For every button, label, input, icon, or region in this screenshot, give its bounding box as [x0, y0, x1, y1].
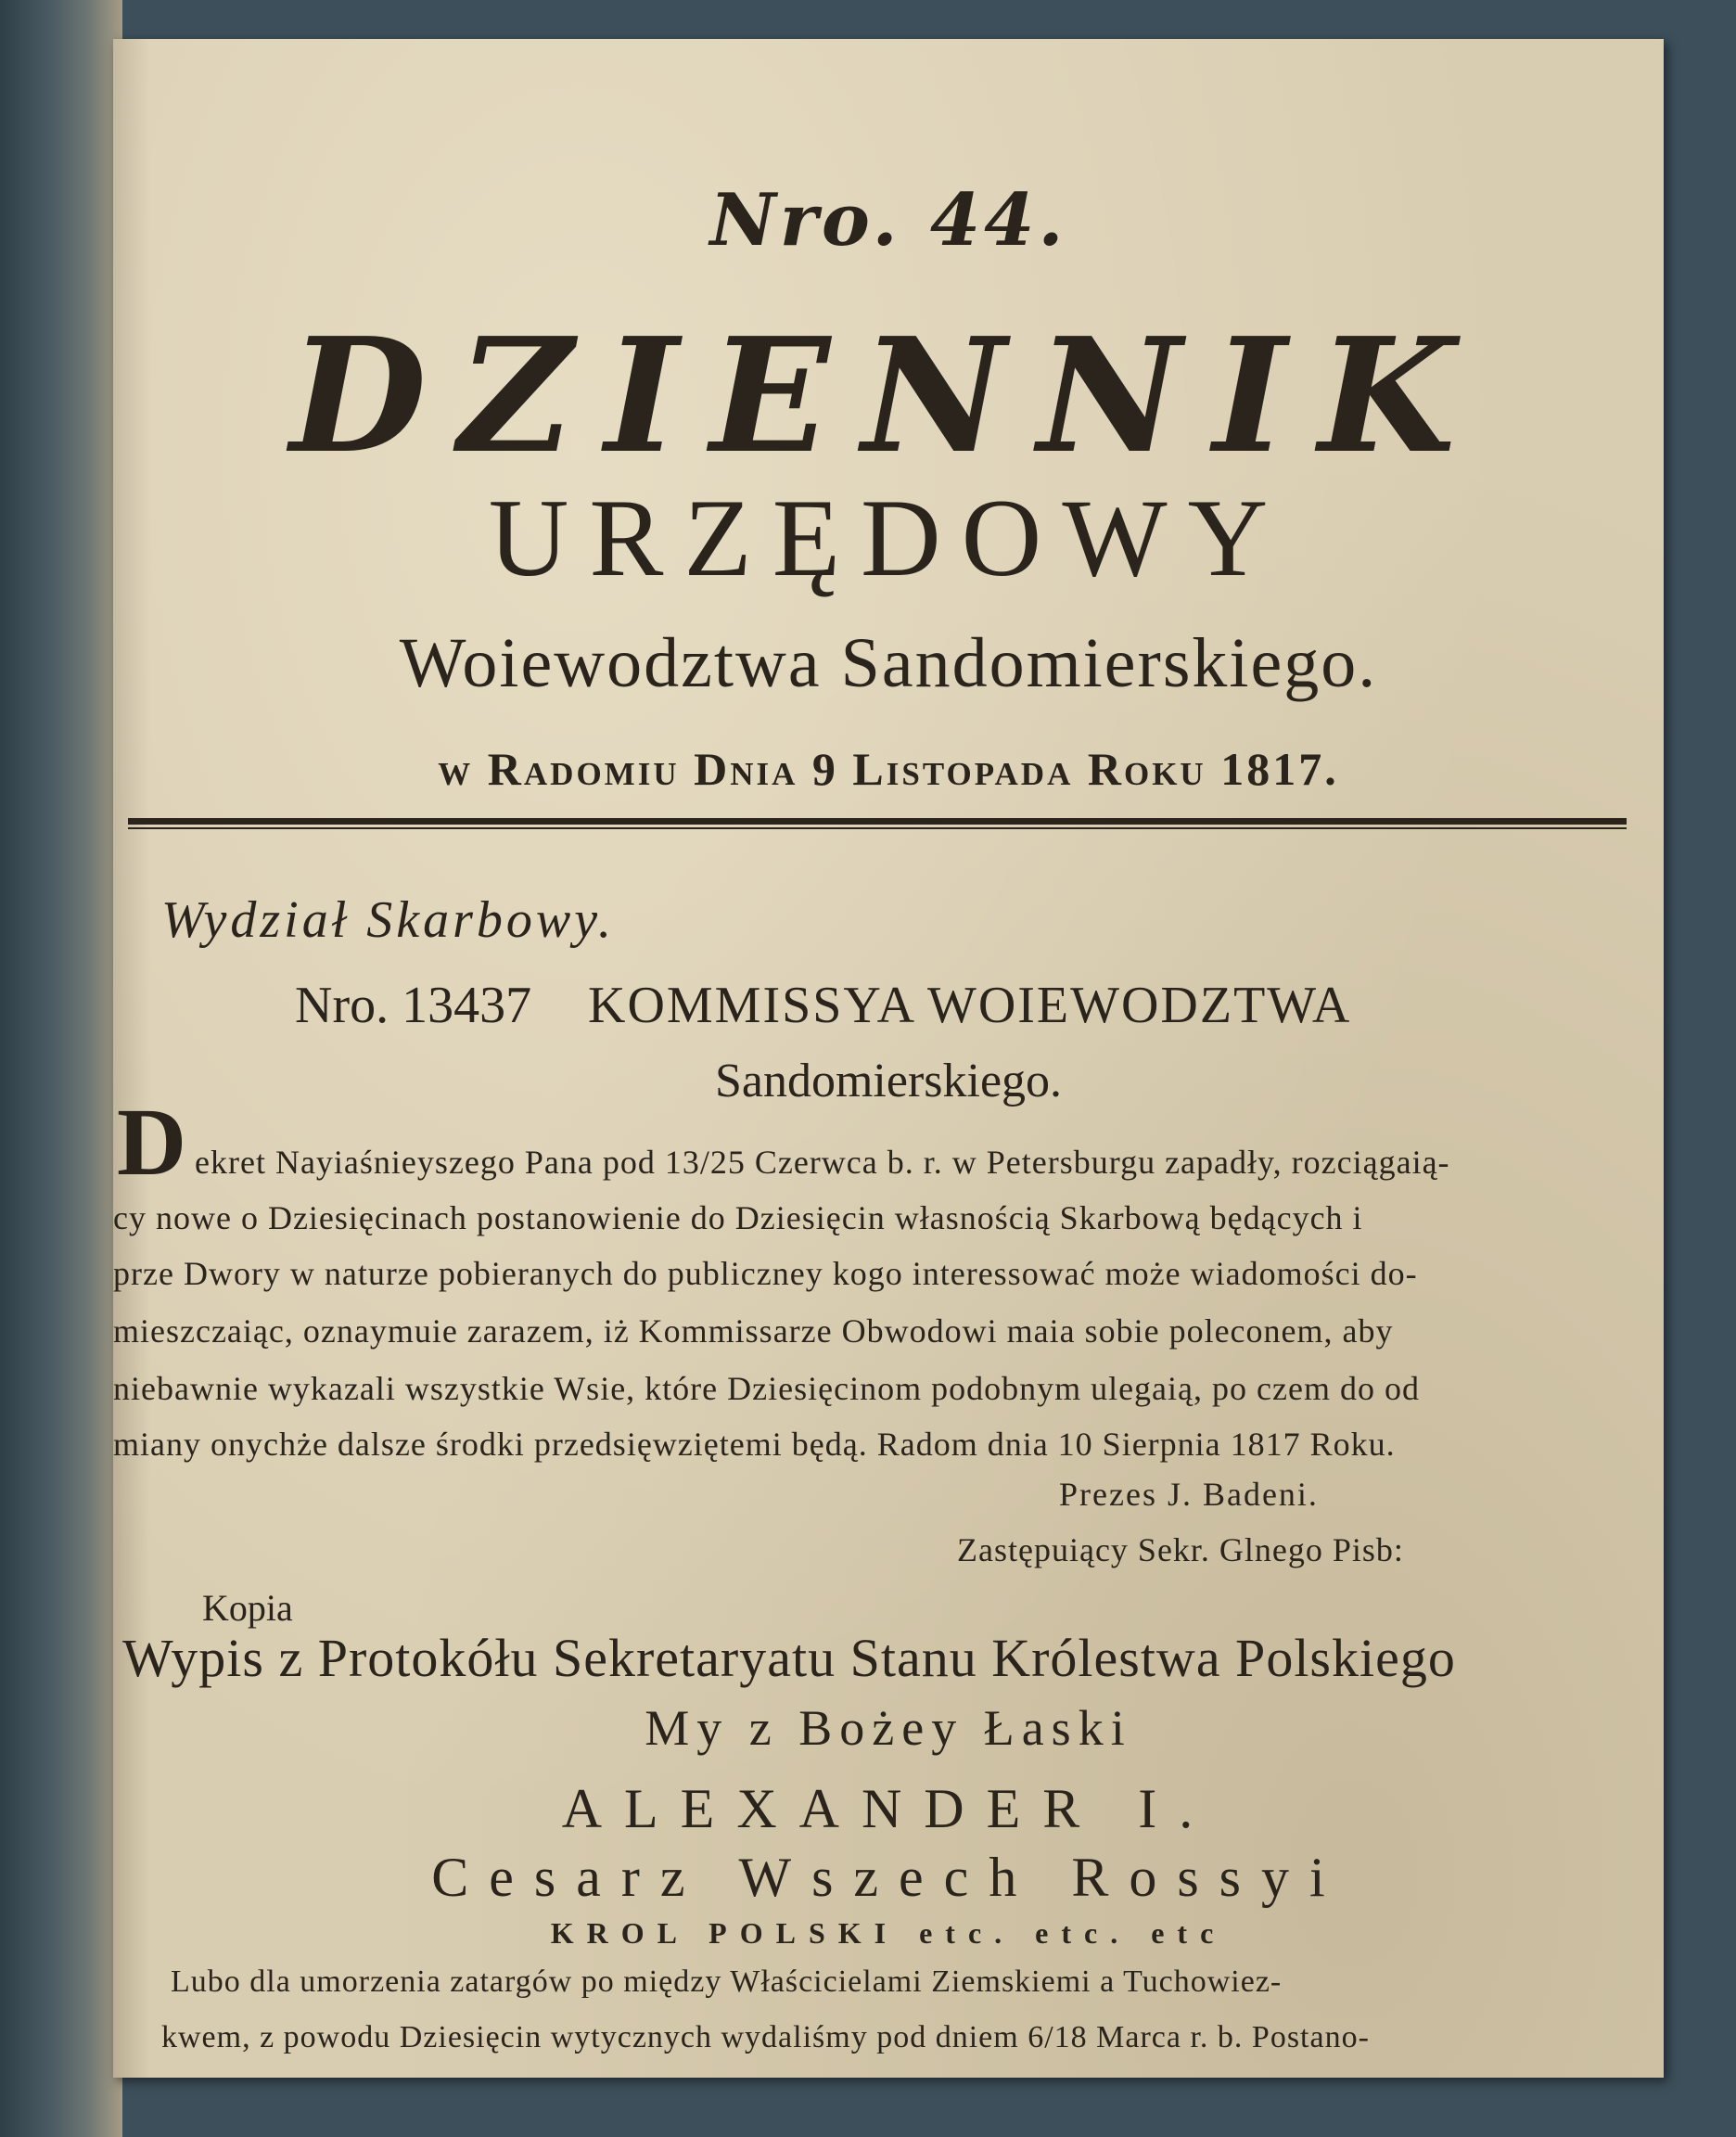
issue-number: Nro. 44. — [709, 178, 1067, 262]
section-heading: Wydział Skarbowy. — [161, 891, 616, 949]
decree-text-line: ekret Nayiaśnieyszego Pana pod 13/25 Czerwca b. r. w Petersburgu zapadły, rozciągaią- — [195, 1144, 1450, 1181]
masthead-title: DZIENNIK — [289, 303, 1487, 489]
monarch-name: ALEXANDER I. — [561, 1778, 1216, 1839]
dateline: w Radomiu Dnia 9 Listopada Roku 1817. — [438, 743, 1339, 795]
book-binding-edge — [0, 0, 122, 2137]
decree-authority: KOMMISSYA WOIEWODZTWA — [588, 977, 1352, 1034]
decree-text-line: mieszczaiąc, oznaymuie zarazem, iż Kommissarze Obwodowi maia sobie poleconem, aby — [113, 1312, 1394, 1350]
decree-text-line: cy nowe o Dziesięcinach postanowienie do Dziesięcin własnością Skarbową będących i — [113, 1199, 1363, 1236]
header-rule — [128, 818, 1627, 829]
monarch-kingdom: KROL POLSKI etc. etc. etc — [550, 1916, 1227, 1950]
copy-label: Kopia — [202, 1587, 293, 1629]
masthead-region: Woiewodztwa Sandomierskiego. — [399, 624, 1378, 702]
protocol-text-line: kwem, z powodu Dziesięcin wytycznych wydaliśmy pod dniem 6/18 Marca r. b. Postano- — [161, 2020, 1370, 2054]
protocol-heading: Wypis z Protokółu Sekretaryatu Stanu Królestwa Polskiego — [122, 1628, 1456, 1688]
decree-number: Nro. 13437 — [295, 977, 532, 1034]
decree-text-line: miany onychże dalsze środki przedsięwziętemi będą. Radom dnia 10 Sierpnia 1817 Roku. — [113, 1426, 1396, 1463]
signature-secretary: Zastępuiący Sekr. Glnego Pisb: — [957, 1531, 1404, 1568]
monarch-title: Cesarz Wszech Rossyi — [431, 1847, 1346, 1908]
drop-cap: D — [117, 1089, 187, 1196]
signature-president: Prezes J. Badeni. — [1059, 1476, 1319, 1513]
newspaper-page — [113, 39, 1664, 2078]
royal-formula: My z Bożey Łaski — [645, 1700, 1132, 1756]
protocol-text-line: Lubo dla umorzenia zatargów po między Właścicielami Ziemskiemi a Tuchowiez- — [171, 1964, 1283, 1999]
decree-authority-region: Sandomierskiego. — [714, 1055, 1063, 1107]
decree-text-line: niebawnie wykazali wszystkie Wsie, które Dziesięcinom podobnym ulegaią, po czem do od — [113, 1370, 1420, 1407]
masthead-subtitle: URZĘDOWY — [488, 476, 1289, 599]
decree-text-line: prze Dwory w naturze pobieranych do publiczney kogo interessować może wiadomości do- — [113, 1255, 1418, 1292]
